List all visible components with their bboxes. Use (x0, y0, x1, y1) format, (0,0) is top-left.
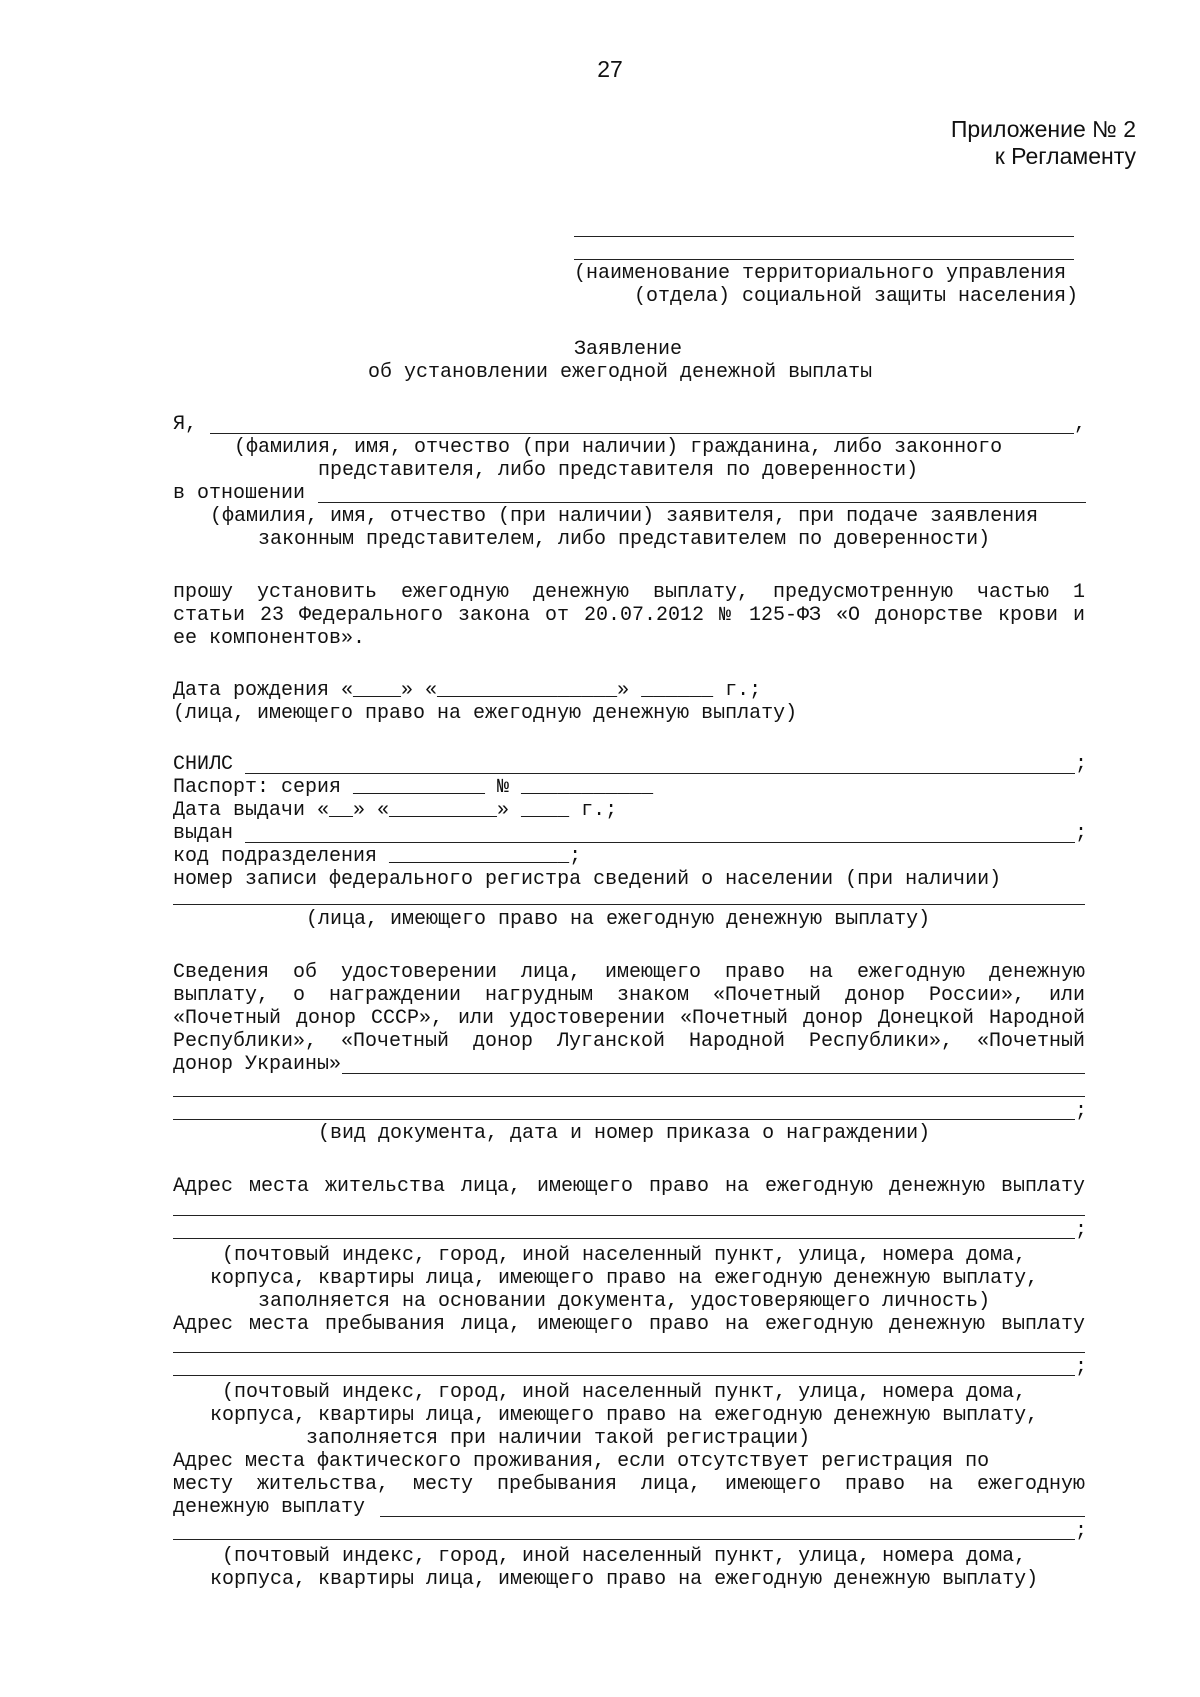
snils-label: СНИЛС (173, 753, 234, 776)
regarding-caption-2: законным представителем, либо представителем по доверенности) (258, 528, 991, 551)
regarding-field[interactable] (318, 502, 1086, 503)
page-number: 27 (597, 56, 623, 82)
residence-caption-3: заполняется на основании документа, удостоверяющего личность) (258, 1290, 991, 1313)
award-caption: (вид документа, дата и номер приказа о награждении) (318, 1122, 931, 1145)
stay-caption-1: (почтовый индекс, город, иной населенный пункт, улица, номера дома, (222, 1381, 1027, 1404)
award-line-3: «Почетный донор СССР», или удостоверении «Почетный донор Донецкой Народной (173, 1007, 1085, 1030)
applicant-ya-label: Я, (173, 413, 198, 436)
issued-by-semicolon: ; (1075, 822, 1088, 845)
applicant-name-field[interactable] (210, 433, 1074, 434)
award-line-5: донор Украины» (173, 1053, 342, 1076)
award-line-1: Сведения об удостоверении лица, имеющего право на ежегодную денежную (173, 961, 1085, 984)
applicant-caption-2: представителя, либо представителя по доверенности) (318, 459, 919, 482)
applicant-caption-1: (фамилия, имя, отчество (при наличии) гражданина, либо законного (234, 436, 1003, 459)
birth-date-caption: (лица, имеющего право на ежегодную денежную выплату) (173, 702, 798, 725)
request-line-3: ее компонентов». (173, 627, 366, 650)
award-line-2: выплату, о награждении нагрудным знаком «Почетный донор России», или (173, 984, 1085, 1007)
addressee-caption-1: (наименование территориального управления (574, 262, 1067, 285)
dept-code-line[interactable]: код подразделения _______________; (173, 845, 582, 868)
actual-line-3: денежную выплату (173, 1496, 366, 1519)
award-semicolon: ; (1075, 1100, 1088, 1123)
appendix-line-2: к Регламенту (994, 143, 1136, 169)
issued-by-label: выдан (173, 822, 234, 845)
actual-line-1: Адрес места фактического проживания, если отсутствует регистрация по (173, 1450, 990, 1473)
award-field-1[interactable] (342, 1073, 1085, 1074)
stay-caption-2: корпуса, квартиры лица, имеющего право на ежегодную денежную выплату, (210, 1404, 1039, 1427)
ids-caption: (лица, имеющего право на ежегодную денежную выплату) (306, 908, 931, 931)
regarding-caption-1: (фамилия, имя, отчество (при наличии) заявителя, при подаче заявления (210, 505, 1039, 528)
residence-caption-2: корпуса, квартиры лица, имеющего право на ежегодную денежную выплату, (210, 1267, 1039, 1290)
stay-field-2[interactable] (173, 1375, 1075, 1376)
applicant-comma: , (1074, 413, 1087, 436)
actual-caption-2: корпуса, квартиры лица, имеющего право на ежегодную денежную выплату) (210, 1568, 1039, 1591)
passport-line[interactable]: Паспорт: серия ___________ № ___________ (173, 776, 654, 799)
actual-caption-1: (почтовый индекс, город, иной населенный пункт, улица, номера дома, (222, 1545, 1027, 1568)
document-subtitle: об установлении ежегодной денежной выплаты (368, 361, 873, 384)
regarding-label: в отношении (173, 482, 306, 505)
request-line-2: статьи 23 Федерального закона от 20.07.2012 № 125-ФЗ «О донорстве крови и (173, 604, 1085, 627)
register-field[interactable] (173, 904, 1085, 905)
addressee-caption-2: (отдела) социальной защиты населения) (634, 285, 1079, 308)
request-line-1: прошу установить ежегодную денежную выплату, предусмотренную частью 1 (173, 581, 1085, 604)
register-label: номер записи федерального регистра сведений о населении (при наличии) (173, 868, 1002, 891)
addressee-line-2[interactable] (574, 259, 1074, 260)
appendix-line-1: Приложение № 2 (950, 116, 1136, 142)
issued-by-field[interactable] (245, 842, 1075, 843)
actual-field-2[interactable] (173, 1539, 1075, 1540)
actual-line-2: месту жительства, месту пребывания лица, имеющего право на ежегодную (173, 1473, 1085, 1496)
award-line-4: Республики», «Почетный донор Луганской Народной Республики», «Почетный (173, 1030, 1085, 1053)
actual-field-1[interactable] (380, 1516, 1085, 1517)
snils-field[interactable] (245, 773, 1075, 774)
addressee-line-1[interactable] (574, 236, 1074, 237)
residence-field-1[interactable] (173, 1215, 1085, 1216)
residence-caption-1: (почтовый индекс, город, иной населенный пункт, улица, номера дома, (222, 1244, 1027, 1267)
stay-caption-3: заполняется при наличии такой регистрации) (306, 1427, 811, 1450)
snils-semicolon: ; (1075, 753, 1088, 776)
stay-label: Адрес места пребывания лица, имеющего право на ежегодную денежную выплату (173, 1313, 1085, 1336)
award-field-3[interactable] (173, 1119, 1075, 1120)
birth-date-line[interactable]: Дата рождения «____» «_______________» ______ г.; (173, 679, 762, 702)
award-field-2[interactable] (173, 1096, 1085, 1097)
residence-semicolon: ; (1075, 1219, 1088, 1242)
actual-semicolon: ; (1075, 1520, 1088, 1543)
document-title: Заявление (574, 338, 683, 361)
residence-label: Адрес места жительства лица, имеющего право на ежегодную денежную выплату (173, 1175, 1085, 1198)
stay-field-1[interactable] (173, 1352, 1085, 1353)
issue-date-line[interactable]: Дата выдачи «__» «_________» ____ г.; (173, 799, 618, 822)
stay-semicolon: ; (1075, 1356, 1088, 1379)
residence-field-2[interactable] (173, 1238, 1075, 1239)
